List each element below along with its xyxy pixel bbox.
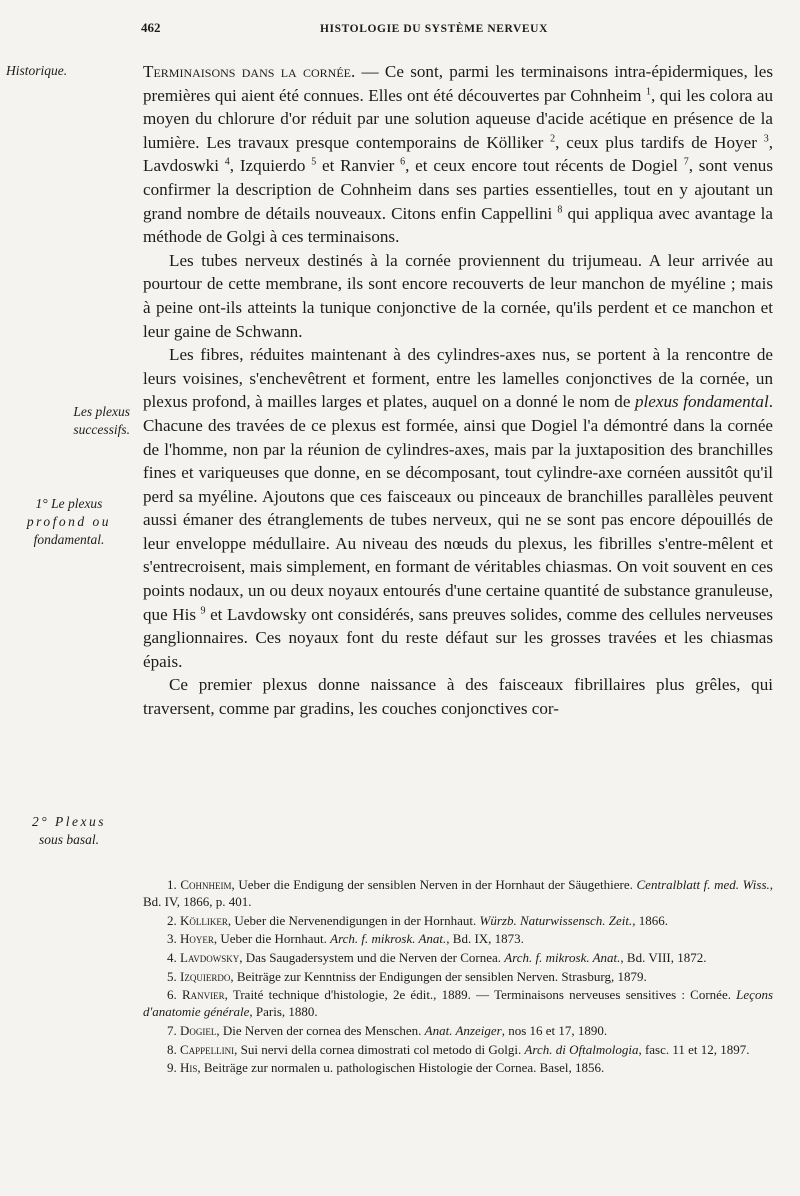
footnote-text: , 1866. [632,912,669,928]
footnote-ref: 7 [683,156,689,168]
footnote-text: , Ueber die Endigung der sensiblen Nerven in der Hornhaut der Säugethiere. [231,877,637,892]
text-run: qui appliqua avec avantage la méthode de Golgi à ces terminaisons. [143,203,773,247]
text-run: et Lavdowsky ont considérés, sans preuves solides, comme des cellules nerveuses ganglionnaires. Ces noyaux font du reste défaut sur les grosses travées et les chiasmas épais. [143,604,773,671]
footnote-number: 5. [167,968,177,984]
margin-note-plexus-profond [4,495,134,549]
footnote-journal: Arch. f. mikrosk. Anat. [504,949,621,965]
footnote [143,930,773,947]
footnote-number: 1. [167,877,177,892]
footnote-text: , Ueber die Nervenendigungen in der Hornhaut. [227,912,480,928]
footnote-ref: 4 [224,156,230,168]
footnote-author: Ranvier [181,987,225,1003]
footnote [143,1022,773,1039]
footnote [143,968,773,985]
footnote-journal: Arch. di Oftalmologia [524,1041,639,1057]
text-run: , Lavdoswki [143,132,773,176]
margin-note-line: 2° Plexus [31,814,106,829]
section-heading: Terminaisons dans la cornée. [143,62,356,81]
margin-note-historique: Historique. [6,63,68,78]
footnote-ref: 6 [400,156,406,168]
footnote-author: Lavdowsky [180,949,240,965]
footnote-text: , Beiträge zur Kenntniss der Endigungen der sensiblen Nerven. Strasburg, 1879. [230,968,647,984]
footnote-journal: Anat. Anzeiger [424,1022,502,1038]
footnote-number: 7. [167,1022,177,1038]
footnote-journal: Centralblatt f. med. Wiss. [636,877,770,892]
footnote-text: , Das Saugadersystem und die Nerven der Cornea. [239,949,505,965]
footnote-text: , fasc. 11 et 12, 1897. [638,1041,750,1057]
footnote [143,912,773,929]
footnote [143,949,773,966]
emphasis-plexus-fondamental: plexus fondamental [635,392,769,412]
footnote [143,1059,773,1076]
paragraph-terminaisons [143,60,773,249]
footnote-number: 3. [167,931,177,947]
footnote-number: 4. [167,949,177,965]
footnote-text: , Traité technique d'histologie, 2e édit., 1889. — Terminaisons nerveuses sensitives : Cornée. [224,987,737,1003]
text-run: , ceux plus tardifs de Hoyer [555,132,764,152]
text-run: . Chacune des travées de ce plexus est formée, ainsi que Dogiel l'a démontré dans la cornée de l'homme, non par la réunion de cylindres-axes, mais par la juxtaposition des branchilles fines et variqueuses que donne, en se décomposant, tout cylindre-axe cornéen aussitôt qu'il perd sa myéline. Ajoutons que ces faisceaux ou pinceaux de branchilles parallèles peuvent aussi émaner des étranglements de tubes nerveux, qui ne se sont pas encore dépouillés de leur enveloppe médullaire. Au niveau des nœuds du plexus, les fibrilles s'entre-mêlent et s'entrecroisent, mais simplement, en formant de véritables chiasmas. On voit souvent en ces points nodaux, un ou deux noyaux entourés d'une certaine quantité de substance granuleuse, que His [143,392,773,624]
footnote-number: 2. [167,912,177,928]
margin-note-line: successifs. [73,422,130,437]
footnote-author: Izquierdo [180,968,231,984]
margin-note-line: 1° Le plexus [35,496,103,511]
footnote-author: Kölliker [180,912,228,928]
text-run: et Ranvier [316,156,401,176]
footnote-ref: 5 [311,156,317,168]
margin-note-plexus-successifs [20,403,130,439]
footnote-number: 9. [167,1060,177,1076]
footnote-ref: 2 [550,133,556,145]
footnote-journal: Arch. f. mikrosk. Anat. [330,931,447,947]
footnote-author: Dogiel [180,1022,217,1038]
footnote-ref: 3 [763,133,769,145]
text-run: , Izquierdo [229,156,312,176]
text-run: Les fibres, réduites maintenant à des cylindres-axes nus, se portent à la rencontre de leurs voisines, s'enchevêtrent et forment, entre les lamelles conjonctives de la cornée, un plexus profond, à mailles larges et plates, auquel on a donné le nom de [143,345,773,412]
footnote-text: , Paris, 1880. [249,1004,318,1020]
footnote-ref: 9 [200,604,206,616]
footnote-text: , Ueber die Hornhaut. [213,931,331,947]
footnote [143,986,773,1020]
footnote-text: , Bd. IV, 1866, p. 401. [143,877,774,910]
footnote-journal: Würzb. Naturwissensch. Zeit. [479,912,633,928]
footnote-author: Hoyer [180,931,214,947]
page-number: 462 [141,20,161,35]
footnotes [143,876,773,1078]
footnote-journal: Leçons d'anatomie générale [143,987,774,1020]
text-run: — Ce sont, parmi les terminaisons intra-épidermiques, les premières qui aient été connues. Elles ont été découvertes par Cohnheim [143,62,773,105]
text-run: , sont venus confirmer la description de Cohnheim dans ses parties essentielles, tout en y ajoutant un grand nombre de détails nouveaux. Citons enfin Cappellini [143,156,773,223]
paragraph-tubes-nerveux: Les tubes nerveux destinés à la cornée proviennent du trijumeau. A leur arrivée au pourtour de cette membrane, ils sont encore recouverts de leur manchon de myéline ; mais à peine ont-ils atteints la tunique conjonctive de la cornée, qu'ils perdent et ce manchon et leur gaine de Schwann. [143,250,773,341]
paragraph-premier-plexus: Ce premier plexus donne naissance à des faisceaux fibrillaires plus grêles, qui traversent, comme par gradins, les couches conjonctives cor- [143,675,773,719]
footnote-author: Cohnheim [180,877,232,892]
footnote-number: 8. [167,1041,177,1057]
footnote-number: 6. [167,987,177,1003]
footnote-text: , Die Nerven der cornea des Menschen. [216,1022,425,1038]
footnote-text: , Bd. IX, 1873. [446,931,524,947]
footnote-text: , nos 16 et 17, 1890. [501,1022,608,1038]
text-run: , qui les colora au moyen du chlorure d'or réduit par une solution aqueuse d'acide acétique en présence de la lumière. Les travaux presque contemporains de Kölliker [143,85,774,152]
margin-note-line: sous basal. [38,832,99,847]
margin-note-line: fondamental. [33,532,105,547]
footnote-author: His [180,1060,198,1076]
footnote-text: , Beiträge zur normalen u. pathologischen Histologie der Cornea. Basel, 1856. [197,1060,605,1076]
main-text [143,60,773,721]
paragraph-fibres [143,343,773,673]
footnote-text: , Sui nervi della cornea dimostrati col metodo di Golgi. [234,1041,525,1057]
footnote-text: , Bd. VIII, 1872. [620,949,707,965]
footnote-author: Cappellini [180,1041,235,1057]
text-run: , et ceux encore tout récents de Dogiel [405,156,684,176]
footnote [143,876,773,910]
footnote-ref: 1 [645,85,651,97]
footnote [143,1041,773,1058]
margin-note-plexus-basal [4,813,134,849]
running-title: HISTOLOGIE DU SYSTÈME NERVEUX [320,23,548,35]
footnote-ref: 8 [557,203,563,215]
margin-note-line: profond ou [26,514,112,529]
margin-note-line: Les plexus [73,404,130,419]
